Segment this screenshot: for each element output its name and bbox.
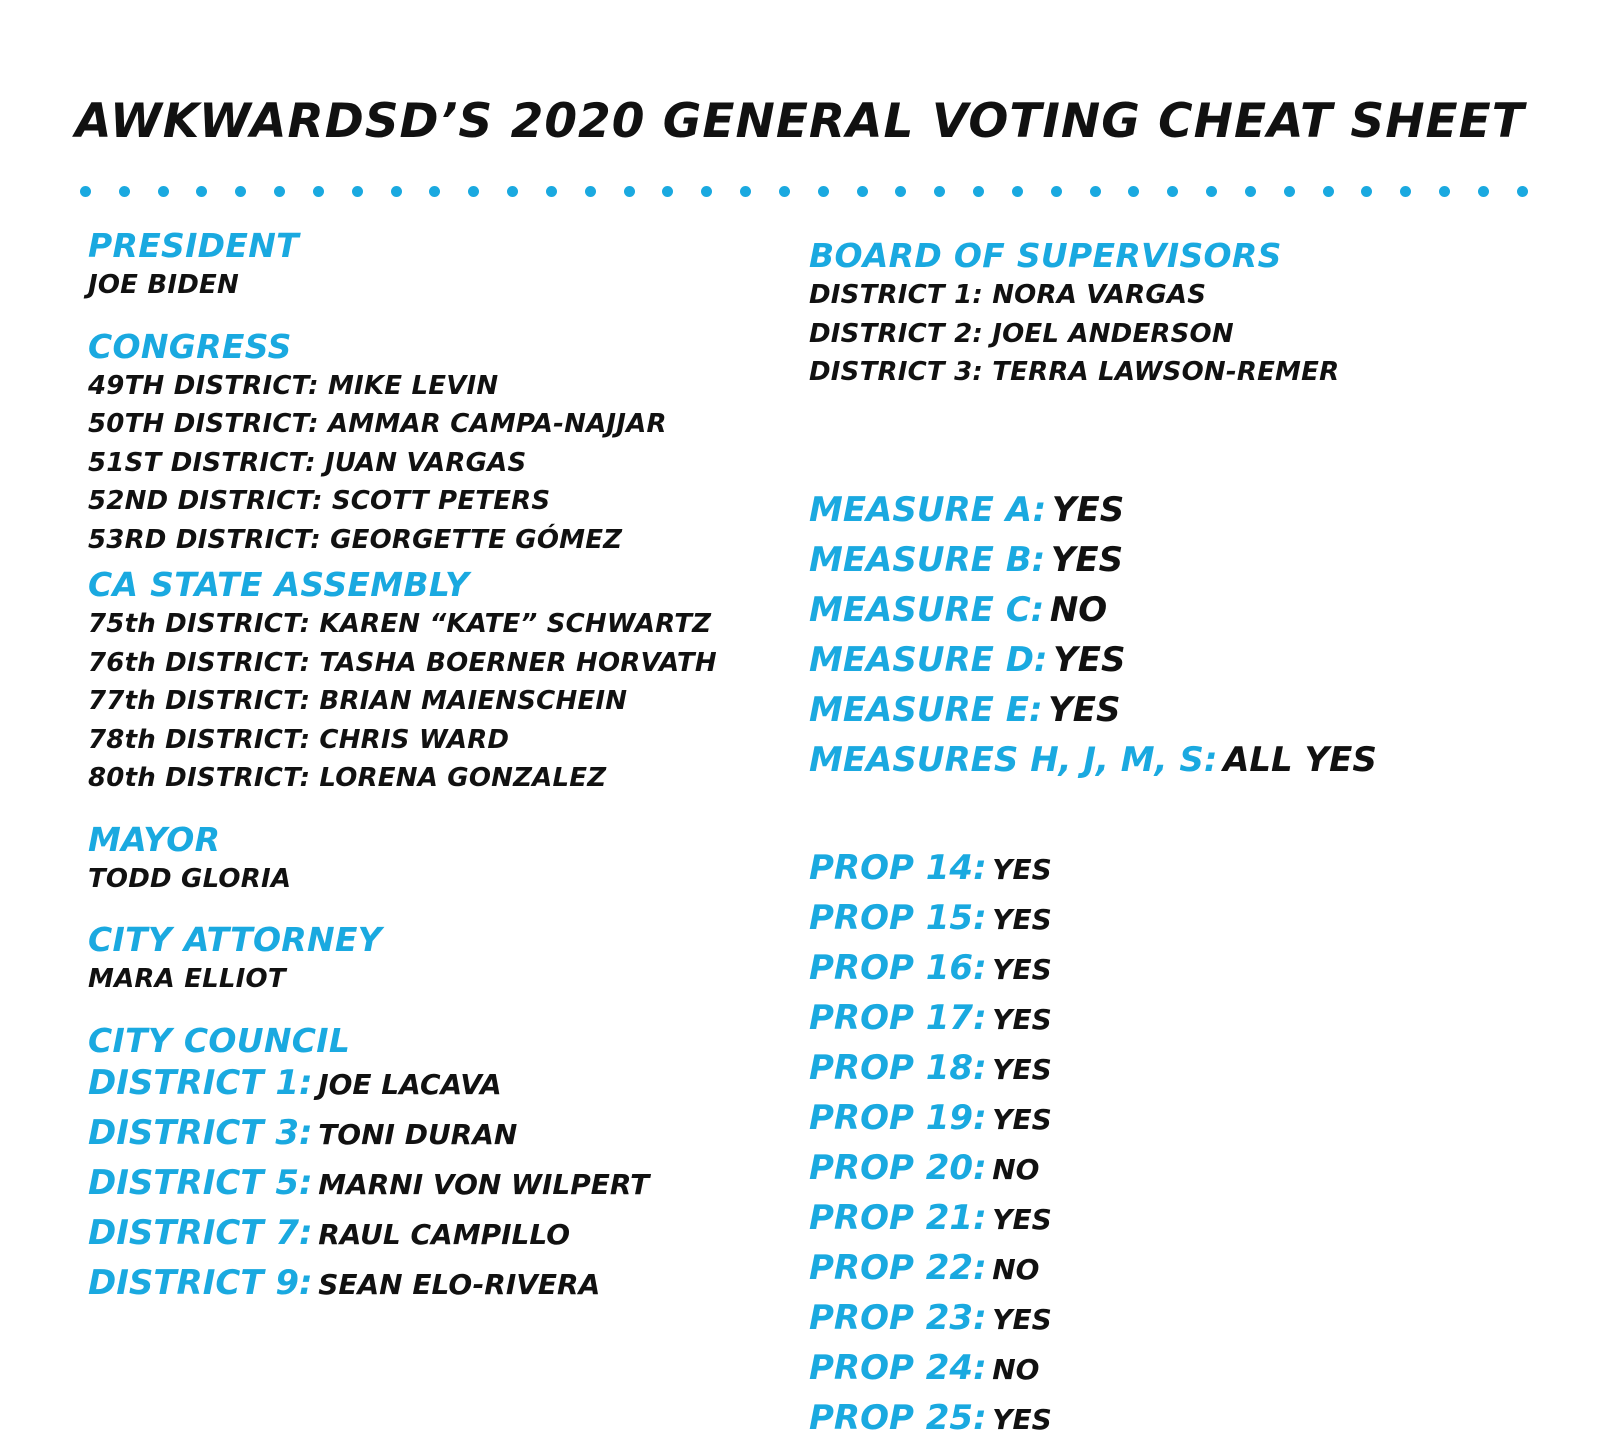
- prop-item: [809, 1396, 1377, 1446]
- council-item: [88, 1111, 717, 1161]
- supervisor-item: DISTRICT 3: TERRA LAWSON-REMER: [809, 357, 1340, 387]
- prop-label: PROP 14:: [809, 847, 987, 888]
- council-choice: JOE LACAVA: [318, 1067, 502, 1101]
- divider-dot: [1012, 186, 1023, 197]
- prop-choice: YES: [992, 952, 1052, 986]
- prop-label: PROP 23:: [809, 1297, 987, 1338]
- congress-item: 52ND DISTRICT: SCOTT PETERS: [88, 486, 551, 516]
- prop-label: PROP 20:: [809, 1147, 987, 1188]
- measure-label: MEASURE C:: [809, 589, 1045, 630]
- prop-choice: YES: [992, 852, 1052, 886]
- assembly-item: 80th DISTRICT: LORENA GONZALEZ: [88, 763, 607, 793]
- measure-choice: YES: [1048, 689, 1121, 730]
- prop-choice: YES: [992, 902, 1052, 936]
- divider-dot: [1167, 186, 1178, 197]
- divider-dot: [818, 186, 829, 197]
- measure-label: MEASURE E:: [809, 689, 1043, 730]
- divider-dot: [624, 186, 635, 197]
- measure-item: [809, 588, 1377, 638]
- prop-label: PROP 16:: [809, 947, 987, 988]
- divider-dot: [1206, 186, 1217, 197]
- prop-item: [809, 1296, 1377, 1346]
- left-column: [88, 226, 717, 1311]
- section-heading-city-attorney: CITY ATTORNEY: [88, 920, 382, 959]
- congress-item: 50TH DISTRICT: AMMAR CAMPA-NAJJAR: [88, 409, 667, 439]
- prop-choice: NO: [992, 1252, 1040, 1286]
- divider-dot: [196, 186, 207, 197]
- prop-label: PROP 24:: [809, 1347, 987, 1388]
- divider-dot: [1323, 186, 1334, 197]
- prop-label: PROP 15:: [809, 897, 987, 938]
- divider-dot: [352, 186, 363, 197]
- section-heading-supervisors: BOARD OF SUPERVISORS: [809, 236, 1282, 275]
- prop-choice: YES: [992, 1052, 1052, 1086]
- divider-dot: [1245, 186, 1256, 197]
- measure-choice: ALL YES: [1223, 739, 1377, 780]
- measure-choice: YES: [1053, 639, 1126, 680]
- divider-dot: [585, 186, 596, 197]
- prop-item: [809, 1096, 1377, 1146]
- city-attorney-choice: MARA ELLIOT: [88, 964, 286, 994]
- prop-item: [809, 1146, 1377, 1196]
- divider-dot: [740, 186, 751, 197]
- prop-item: [809, 1246, 1377, 1296]
- supervisor-item: DISTRICT 1: NORA VARGAS: [809, 280, 1207, 310]
- divider-dot: [468, 186, 479, 197]
- divider-dot: [701, 186, 712, 197]
- prop-item: [809, 1046, 1377, 1096]
- measure-item: [809, 688, 1377, 738]
- divider-dot: [662, 186, 673, 197]
- prop-label: PROP 21:: [809, 1197, 987, 1238]
- divider-dot: [895, 186, 906, 197]
- council-district-label: DISTRICT 1:: [88, 1062, 313, 1103]
- council-district-label: DISTRICT 3:: [88, 1112, 313, 1153]
- council-choice: RAUL CAMPILLO: [318, 1217, 571, 1251]
- divider-dot: [274, 186, 285, 197]
- prop-choice: YES: [992, 1302, 1052, 1336]
- assembly-item: 78th DISTRICT: CHRIS WARD: [88, 724, 510, 755]
- divider-dot: [1284, 186, 1295, 197]
- divider-dot: [546, 186, 557, 197]
- measure-choice: YES: [1050, 539, 1124, 580]
- divider-dot: [158, 186, 169, 197]
- council-district-label: DISTRICT 7:: [88, 1212, 313, 1253]
- prop-choice: YES: [992, 1202, 1052, 1236]
- divider-dot: [1517, 186, 1528, 197]
- dotted-divider: [80, 185, 1528, 197]
- divider-dot: [119, 186, 130, 197]
- divider-dot: [507, 186, 518, 197]
- measure-item: [809, 638, 1377, 688]
- divider-dot: [429, 186, 440, 197]
- council-item: [88, 1261, 717, 1311]
- prop-label: PROP 22:: [809, 1247, 987, 1288]
- measure-choice: YES: [1051, 489, 1125, 530]
- prop-item: [809, 1196, 1377, 1246]
- section-heading-president: PRESIDENT: [88, 226, 299, 265]
- measure-label: MEASURE A:: [809, 489, 1047, 530]
- divider-dot: [857, 186, 868, 197]
- council-item: [88, 1161, 717, 1211]
- council-district-label: DISTRICT 9:: [88, 1262, 313, 1303]
- prop-item: [809, 846, 1377, 896]
- prop-item: [809, 896, 1377, 946]
- section-heading-congress: CONGRESS: [88, 326, 292, 366]
- council-choice: SEAN ELO-RIVERA: [318, 1267, 601, 1301]
- prop-choice: YES: [992, 1102, 1052, 1136]
- divider-dot: [391, 186, 402, 197]
- prop-choice: NO: [992, 1352, 1040, 1386]
- divider-dot: [1128, 186, 1139, 197]
- supervisor-item: DISTRICT 2: JOEL ANDERSON: [809, 318, 1234, 349]
- council-item: [88, 1061, 717, 1111]
- divider-dot: [779, 186, 790, 197]
- prop-choice: NO: [992, 1152, 1040, 1186]
- measure-item: [809, 538, 1377, 588]
- measure-item: [809, 738, 1377, 788]
- section-heading-mayor: MAYOR: [88, 819, 221, 859]
- section-heading-assembly: CA STATE ASSEMBLY: [88, 565, 470, 604]
- measure-label: MEASURES H, J, M, S:: [809, 739, 1218, 780]
- divider-dot: [973, 186, 984, 197]
- congress-item: 51ST DISTRICT: JUAN VARGAS: [88, 447, 527, 478]
- divider-dot: [313, 186, 324, 197]
- prop-item: [809, 996, 1377, 1046]
- measure-choice: NO: [1049, 589, 1108, 630]
- measure-item: [809, 488, 1377, 538]
- divider-dot: [1439, 186, 1450, 197]
- page-title: AWKWARDSD’S 2020 GENERAL VOTING CHEAT SHEET: [75, 94, 1525, 149]
- divider-dot: [1361, 186, 1372, 197]
- divider-dot: [235, 186, 246, 197]
- prop-label: PROP 17:: [809, 997, 987, 1038]
- assembly-item: 75th DISTRICT: KAREN “KATE” SCHWARTZ: [88, 609, 712, 639]
- prop-item: [809, 946, 1377, 996]
- divider-dot: [1478, 186, 1489, 197]
- president-choice: JOE BIDEN: [88, 270, 239, 300]
- assembly-item: 76th DISTRICT: TASHA BOERNER HORVATH: [88, 647, 717, 678]
- divider-dot: [1051, 186, 1062, 197]
- prop-choice: YES: [992, 1402, 1052, 1436]
- mayor-choice: TODD GLORIA: [88, 863, 292, 894]
- section-heading-city-council: CITY COUNCIL: [88, 1020, 351, 1060]
- council-district-label: DISTRICT 5:: [88, 1162, 313, 1203]
- assembly-item: 77th DISTRICT: BRIAN MAIENSCHEIN: [88, 686, 628, 716]
- council-choice: MARNI VON WILPERT: [318, 1167, 650, 1201]
- divider-dot: [934, 186, 945, 197]
- congress-item: 49TH DISTRICT: MIKE LEVIN: [88, 370, 499, 401]
- right-column: [809, 236, 1377, 1446]
- prop-label: PROP 25:: [809, 1397, 987, 1438]
- divider-dot: [1090, 186, 1101, 197]
- congress-item: 53RD DISTRICT: GEORGETTE GÓMEZ: [88, 524, 623, 555]
- prop-choice: YES: [992, 1002, 1052, 1036]
- council-choice: TONI DURAN: [318, 1117, 518, 1151]
- prop-label: PROP 18:: [809, 1047, 987, 1088]
- measure-label: MEASURE B:: [809, 539, 1046, 580]
- divider-dot: [1400, 186, 1411, 197]
- measure-label: MEASURE D:: [809, 639, 1048, 680]
- council-item: [88, 1211, 717, 1261]
- prop-label: PROP 19:: [809, 1097, 987, 1138]
- divider-dot: [80, 186, 91, 197]
- prop-item: [809, 1346, 1377, 1396]
